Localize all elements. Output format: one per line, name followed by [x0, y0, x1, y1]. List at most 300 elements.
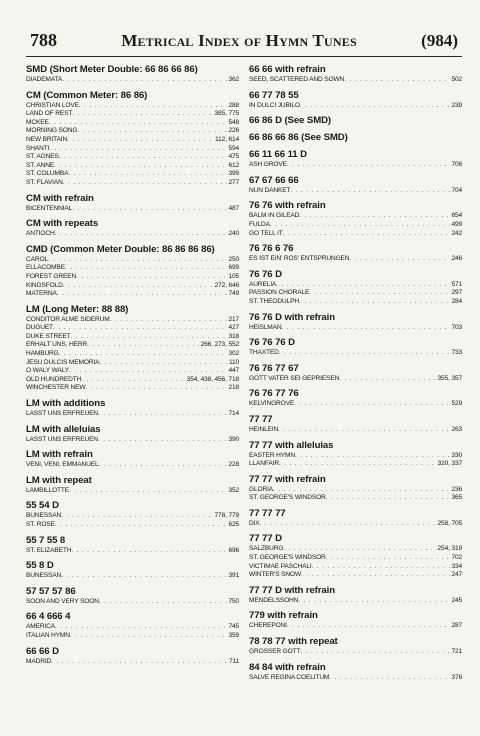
dot-leader — [79, 102, 228, 111]
tune-name: DUKE STREET — [26, 332, 71, 340]
page-number: 788 — [30, 30, 57, 50]
dot-leader — [273, 486, 450, 495]
meter-heading: LM with alleluias — [26, 423, 101, 435]
hymn-numbers: 250 — [228, 255, 239, 263]
tune-name: HAMBURG — [26, 350, 59, 358]
hymn-numbers: 745 — [228, 623, 239, 631]
dot-leader — [85, 384, 227, 393]
meter-heading: 66 66 with refrain — [249, 64, 326, 75]
tune-entry — [26, 384, 239, 393]
meter-heading: 77 77 — [249, 413, 273, 425]
dot-leader — [48, 256, 227, 265]
meter-section — [249, 175, 462, 196]
tune-name: ST. ROSE — [26, 521, 55, 528]
tune-entry — [249, 622, 462, 631]
tune-entry — [249, 187, 462, 196]
meter-heading: 76 76 6 76 — [249, 243, 294, 255]
dot-leader — [71, 547, 227, 556]
tune-entry — [26, 153, 239, 162]
meter-section — [249, 149, 462, 170]
meter-heading: CM with refrain — [26, 192, 94, 204]
hymn-numbers: 385, 775 — [214, 110, 239, 118]
tune-entry — [26, 376, 239, 385]
dot-leader — [339, 375, 436, 384]
tune-name: ES IST EIN' ROS' ENTSPRUNGEN — [249, 255, 350, 263]
hymn-numbers: 399 — [228, 170, 239, 178]
dot-leader — [49, 145, 227, 154]
dot-leader — [51, 658, 228, 667]
hymn-numbers: 217 — [228, 315, 239, 323]
tune-name: VICTIMAE PASCHALI — [249, 562, 312, 570]
meter-heading: 77 77 77 — [249, 507, 286, 519]
tune-entry — [249, 375, 462, 384]
dot-leader — [55, 230, 228, 239]
dot-leader — [61, 512, 213, 521]
tune-entry — [26, 282, 239, 291]
tune-entry — [26, 410, 239, 419]
meter-section — [249, 388, 462, 409]
dot-leader — [309, 289, 450, 298]
tune-name: SOON AND VERY SOON — [26, 597, 99, 605]
dot-leader — [53, 324, 227, 333]
hymn-numbers: 594 — [228, 144, 239, 152]
tune-name: ERHALT UNS, HERR — [26, 341, 88, 349]
hymn-numbers: 297 — [451, 289, 462, 297]
hymn-numbers: 612 — [228, 161, 239, 169]
meter-section — [26, 398, 239, 419]
tune-name: ST. THEODULPH — [249, 297, 299, 305]
tune-name: BUNESSAN — [26, 512, 62, 520]
meter-section — [26, 560, 239, 581]
dot-leader — [270, 221, 451, 230]
hymn-numbers: 703 — [451, 323, 462, 331]
hymn-numbers: 702 — [451, 554, 462, 562]
tune-name: MATERNA — [26, 290, 57, 298]
hymn-numbers: 105 — [228, 272, 239, 280]
dot-leader — [283, 545, 436, 554]
meter-section — [26, 500, 239, 529]
tune-entry — [249, 486, 462, 495]
meter-section — [249, 337, 462, 358]
hymn-numbers: 502 — [451, 76, 462, 83]
dot-leader — [68, 170, 227, 179]
dot-leader — [294, 400, 450, 409]
tune-name: ST. GEORGE'S WINDSOR — [249, 494, 326, 502]
meter-section — [26, 218, 239, 239]
index-column-right — [249, 64, 462, 687]
meter-section — [26, 304, 239, 393]
tune-entry — [249, 400, 462, 409]
meter-heading: 55 7 55 8 — [26, 534, 66, 546]
tune-entry — [249, 452, 462, 461]
dot-leader — [98, 410, 228, 419]
meter-section — [249, 243, 462, 264]
dot-leader — [59, 350, 228, 359]
tune-name: CONDITOR ALME SIDERUM — [26, 315, 110, 323]
tune-entry — [249, 161, 462, 170]
tune-name: BUNESSAN — [26, 572, 62, 580]
meter-heading: 76 76 D — [249, 268, 282, 280]
tune-entry — [249, 563, 462, 572]
meter-heading: 76 76 77 76 — [249, 388, 299, 400]
hymn-numbers: 359 — [228, 631, 239, 639]
tune-entry — [26, 273, 239, 282]
tune-entry — [249, 212, 462, 221]
tune-name: BALM IN GILEAD — [249, 212, 300, 220]
dot-leader — [287, 622, 451, 631]
meter-section — [26, 90, 239, 188]
hymn-numbers: 696 — [228, 546, 239, 554]
dot-leader — [276, 281, 450, 290]
page-header — [26, 30, 462, 57]
tune-name: GO TELL IT — [249, 229, 283, 237]
tune-entry — [26, 487, 239, 496]
dot-leader — [49, 119, 228, 128]
tune-entry — [26, 350, 239, 359]
dot-leader — [295, 452, 450, 461]
tune-entry — [26, 145, 239, 154]
meter-heading: 55 8 D — [26, 560, 54, 572]
hymn-numbers: 706 — [451, 161, 462, 169]
meter-heading: 57 57 57 86 — [26, 585, 76, 597]
tune-name: WINTER'S SNOW — [249, 571, 302, 579]
tune-name: KINGSFOLD — [26, 281, 63, 289]
dot-leader — [62, 76, 227, 85]
hymn-numbers: 714 — [228, 410, 239, 418]
hymn-numbers: 362 — [228, 76, 239, 83]
hymn-numbers: 302 — [228, 350, 239, 358]
hymn-numbers: 226 — [228, 127, 239, 135]
tune-name: LAND OF REST — [26, 110, 73, 118]
meter-section — [249, 508, 462, 529]
tune-name: ST. ELIZABETH — [26, 546, 72, 554]
hymn-numbers: 318 — [228, 332, 239, 340]
meter-heading: 77 77 with alleluias — [249, 439, 334, 451]
tune-name: LASST UNS ERFREUEN — [26, 435, 98, 443]
hymn-numbers: 284 — [451, 297, 462, 305]
tune-name: SEED, SCATTERED AND SOWN — [249, 76, 345, 83]
hymn-numbers: 529 — [451, 400, 462, 408]
meter-heading: LM (Long Meter: 88 88) — [26, 303, 129, 315]
meter-section — [26, 646, 239, 667]
meter-heading: 84 84 with refrain — [249, 661, 326, 673]
tune-entry — [26, 359, 239, 368]
tune-entry — [26, 264, 239, 273]
tune-name: EASTER HYMN — [249, 451, 295, 459]
tune-entry — [26, 341, 239, 350]
tune-name: FULDA — [249, 220, 270, 228]
dot-leader — [57, 290, 228, 299]
tune-name: PASSION CHORALE — [249, 289, 310, 297]
hymn-numbers: 247 — [451, 571, 462, 579]
hymn-numbers: 263 — [451, 425, 462, 433]
hymn-numbers: 391 — [228, 572, 239, 580]
tune-name: JESU DULCIS MEMORIA — [26, 358, 100, 366]
meter-heading: 78 78 77 with repeat — [249, 636, 338, 648]
page-title: Metrical Index of Hymn Tunes — [121, 31, 357, 50]
dot-leader — [110, 316, 228, 325]
meter-section — [249, 585, 462, 606]
tune-entry — [249, 281, 462, 290]
dot-leader — [298, 597, 450, 606]
dot-leader — [69, 487, 227, 496]
tune-name: ITALIAN HYMN — [26, 631, 70, 639]
tune-name: AMERICA — [26, 623, 55, 631]
tune-entry — [26, 110, 239, 119]
meter-heading: 66 4 666 4 — [26, 611, 71, 623]
hymn-numbers: 240 — [228, 230, 239, 238]
meter-section — [249, 440, 462, 469]
dot-leader — [70, 632, 228, 641]
tune-name: IN DULCI JUBILO — [249, 101, 300, 109]
tune-entry — [26, 316, 239, 325]
meter-heading: 67 67 66 66 — [249, 174, 299, 186]
tune-name: MADRID — [26, 657, 52, 665]
tune-name: MCKEE — [26, 118, 49, 126]
tune-entry — [249, 230, 462, 239]
dot-leader — [349, 255, 450, 264]
meter-heading: LM with repeat — [26, 474, 92, 486]
hymn-numbers: 258, 705 — [437, 519, 462, 527]
tune-entry — [249, 102, 462, 111]
dot-leader — [55, 521, 228, 530]
hymn-numbers: 320, 337 — [437, 460, 462, 468]
tune-name: ELLACOMBE — [26, 264, 65, 272]
tune-entry — [26, 170, 239, 179]
tune-name: SALVE REGINA COELITUM — [249, 673, 330, 681]
page-code: (984) — [421, 31, 458, 50]
tune-entry — [26, 333, 239, 342]
meter-section — [26, 475, 239, 496]
dot-leader — [279, 349, 451, 358]
tune-entry — [26, 572, 239, 581]
meter-heading: LM with additions — [26, 398, 106, 410]
hymn-numbers: 778, 779 — [214, 512, 239, 520]
hymn-numbers: 277 — [228, 178, 239, 186]
hymn-numbers: 475 — [228, 153, 239, 161]
tune-name: LLANFAIR — [249, 460, 279, 468]
dot-leader — [87, 341, 200, 350]
dot-leader — [72, 205, 227, 214]
tune-name: VENI, VENI, EMMANUEL — [26, 461, 99, 469]
dot-leader — [69, 367, 228, 376]
tune-entry — [26, 102, 239, 111]
dot-leader — [65, 264, 227, 273]
hymn-numbers: 272, 646 — [214, 281, 239, 289]
meter-section — [26, 535, 239, 556]
meter-section — [26, 193, 239, 214]
dot-leader — [290, 187, 450, 196]
meter-heading: 66 77 78 55 — [249, 89, 299, 101]
tune-name: SHANTI — [26, 144, 50, 152]
hymn-numbers: 334 — [451, 562, 462, 570]
tune-name: BICENTENNIAL — [26, 204, 73, 212]
hymn-numbers: 654 — [451, 212, 462, 220]
tune-name: CAROL — [26, 255, 48, 263]
dot-leader — [72, 110, 213, 119]
tune-entry — [249, 255, 462, 264]
tune-name: LASST UNS ERFREUEN — [26, 410, 98, 418]
tune-entry — [26, 136, 239, 145]
hymn-numbers: 548 — [228, 118, 239, 126]
tune-name: GOTT VATER SEI GEPRIESEN — [249, 374, 340, 382]
tune-name: LAMBILLOTTE — [26, 486, 70, 494]
tune-entry — [249, 554, 462, 563]
dot-leader — [326, 554, 451, 563]
tune-entry — [26, 162, 239, 171]
tune-entry — [26, 324, 239, 333]
meter-heading: 55 54 D — [26, 500, 59, 512]
dot-leader — [299, 212, 450, 221]
tune-name: SALZBURG — [249, 545, 284, 553]
dot-leader — [71, 333, 228, 342]
tune-name: NEW BRITAIN — [26, 135, 68, 143]
tune-name: CHEREPONI — [249, 622, 287, 630]
hymn-numbers: 447 — [228, 367, 239, 375]
meter-section — [26, 611, 239, 640]
hymn-numbers: 571 — [451, 280, 462, 288]
tune-entry — [26, 658, 239, 667]
tune-entry — [249, 460, 462, 469]
tune-name: ST. AGNES — [26, 153, 59, 161]
tune-entry — [249, 349, 462, 358]
meter-section — [26, 586, 239, 607]
meter-heading: 76 76 77 67 — [249, 362, 299, 374]
hymn-numbers: 376 — [451, 673, 462, 681]
tune-entry — [26, 632, 239, 641]
dot-leader — [76, 273, 227, 282]
tune-name: KELVINGROVE — [249, 400, 295, 408]
meter-section — [249, 90, 462, 111]
tune-name: DIADEMATA — [26, 76, 63, 83]
hymn-numbers: 110 — [228, 358, 239, 366]
tune-entry — [26, 230, 239, 239]
dot-leader — [299, 298, 450, 307]
tune-entry — [249, 221, 462, 230]
hymn-numbers: 427 — [228, 324, 239, 332]
dot-leader — [326, 494, 451, 503]
meter-heading: SMD (Short Meter Double: 66 86 66 86) — [26, 64, 198, 75]
tune-entry — [26, 598, 239, 607]
meter-section — [249, 312, 462, 333]
meter-heading: 66 66 D — [26, 645, 59, 657]
hymn-numbers: 112, 614 — [215, 135, 239, 143]
tune-entry — [249, 571, 462, 580]
dot-leader — [63, 179, 228, 188]
dot-leader — [55, 623, 227, 632]
tune-name: GLORIA — [249, 485, 274, 493]
tune-entry — [249, 597, 462, 606]
meter-section — [26, 244, 239, 299]
hymn-numbers: 266, 273, 552 — [200, 341, 239, 349]
dot-leader — [344, 76, 450, 85]
meter-heading: CM (Common Meter: 86 86) — [26, 89, 148, 101]
tune-entry — [249, 76, 462, 85]
hymn-numbers: 625 — [228, 521, 239, 528]
dot-leader — [329, 674, 450, 683]
dot-leader — [77, 127, 227, 136]
hymn-numbers: 218 — [228, 384, 239, 392]
dot-leader — [99, 359, 228, 368]
tune-name: MENDELSSOHN — [249, 596, 299, 604]
tune-name: ST. ANNE — [26, 161, 55, 169]
meter-section — [249, 414, 462, 435]
hymn-numbers: 704 — [451, 186, 462, 194]
hymn-numbers: 352 — [228, 486, 239, 494]
tune-name: WINCHESTER NEW — [26, 384, 86, 392]
dot-leader — [63, 282, 214, 291]
hymn-numbers: 355, 357 — [437, 374, 462, 382]
meter-section — [249, 200, 462, 238]
dot-leader — [300, 102, 451, 111]
tune-entry — [249, 648, 462, 657]
dot-leader — [282, 324, 451, 333]
meter-section — [26, 449, 239, 470]
tune-entry — [249, 298, 462, 307]
meter-heading: 779 with refrain — [249, 610, 318, 622]
hymn-numbers: 499 — [451, 220, 462, 228]
tune-entry — [26, 521, 239, 530]
meter-section — [249, 269, 462, 307]
index-column-left — [26, 64, 239, 687]
index-columns — [26, 64, 462, 687]
tune-entry — [26, 547, 239, 556]
dot-leader — [59, 153, 228, 162]
hymn-numbers: 354, 438, 456, 718 — [186, 375, 239, 383]
hymn-numbers: 750 — [228, 597, 239, 605]
meter-section — [249, 115, 462, 127]
hymn-numbers: 236 — [451, 485, 462, 493]
meter-heading: 76 76 D with refrain — [249, 311, 335, 323]
tune-name: OLD HUNDREDTH — [26, 375, 82, 383]
dot-leader — [300, 648, 450, 657]
dot-leader — [260, 520, 437, 529]
tune-entry — [26, 205, 239, 214]
meter-heading: 77 77 D with refrain — [249, 584, 335, 596]
tune-entry — [249, 545, 462, 554]
tune-name: FOREST GREEN — [26, 272, 77, 280]
tune-name: ST. GEORGE'S WINDSOR — [249, 554, 326, 562]
tune-name: CHRISTIAN LOVE — [26, 101, 79, 109]
dot-leader — [278, 426, 450, 435]
dot-leader — [312, 563, 451, 572]
hymn-numbers: 287 — [451, 622, 462, 630]
meter-section — [249, 474, 462, 503]
tune-name: AURELIA — [249, 280, 277, 288]
tune-entry — [26, 512, 239, 521]
tune-entry — [249, 674, 462, 683]
meter-section — [26, 64, 239, 85]
dot-leader — [279, 460, 437, 469]
hymn-numbers: 487 — [228, 204, 239, 212]
meter-section — [249, 610, 462, 631]
dot-leader — [81, 376, 185, 385]
hymn-numbers: 239 — [451, 101, 462, 109]
hymn-numbers: 699 — [228, 264, 239, 272]
hymn-numbers: 365 — [451, 494, 462, 502]
dot-leader — [283, 230, 451, 239]
hymn-numbers: 721 — [451, 648, 462, 656]
tune-entry — [26, 119, 239, 128]
tune-entry — [26, 256, 239, 265]
hymn-numbers: 228 — [228, 461, 239, 469]
tune-name: NUN DANKET — [249, 186, 291, 194]
tune-entry — [249, 520, 462, 529]
hymn-numbers: 254, 319 — [437, 545, 462, 553]
dot-leader — [67, 136, 214, 145]
tune-name: GROSSER GOTT — [249, 648, 301, 656]
hymn-numbers: 711 — [228, 657, 239, 665]
